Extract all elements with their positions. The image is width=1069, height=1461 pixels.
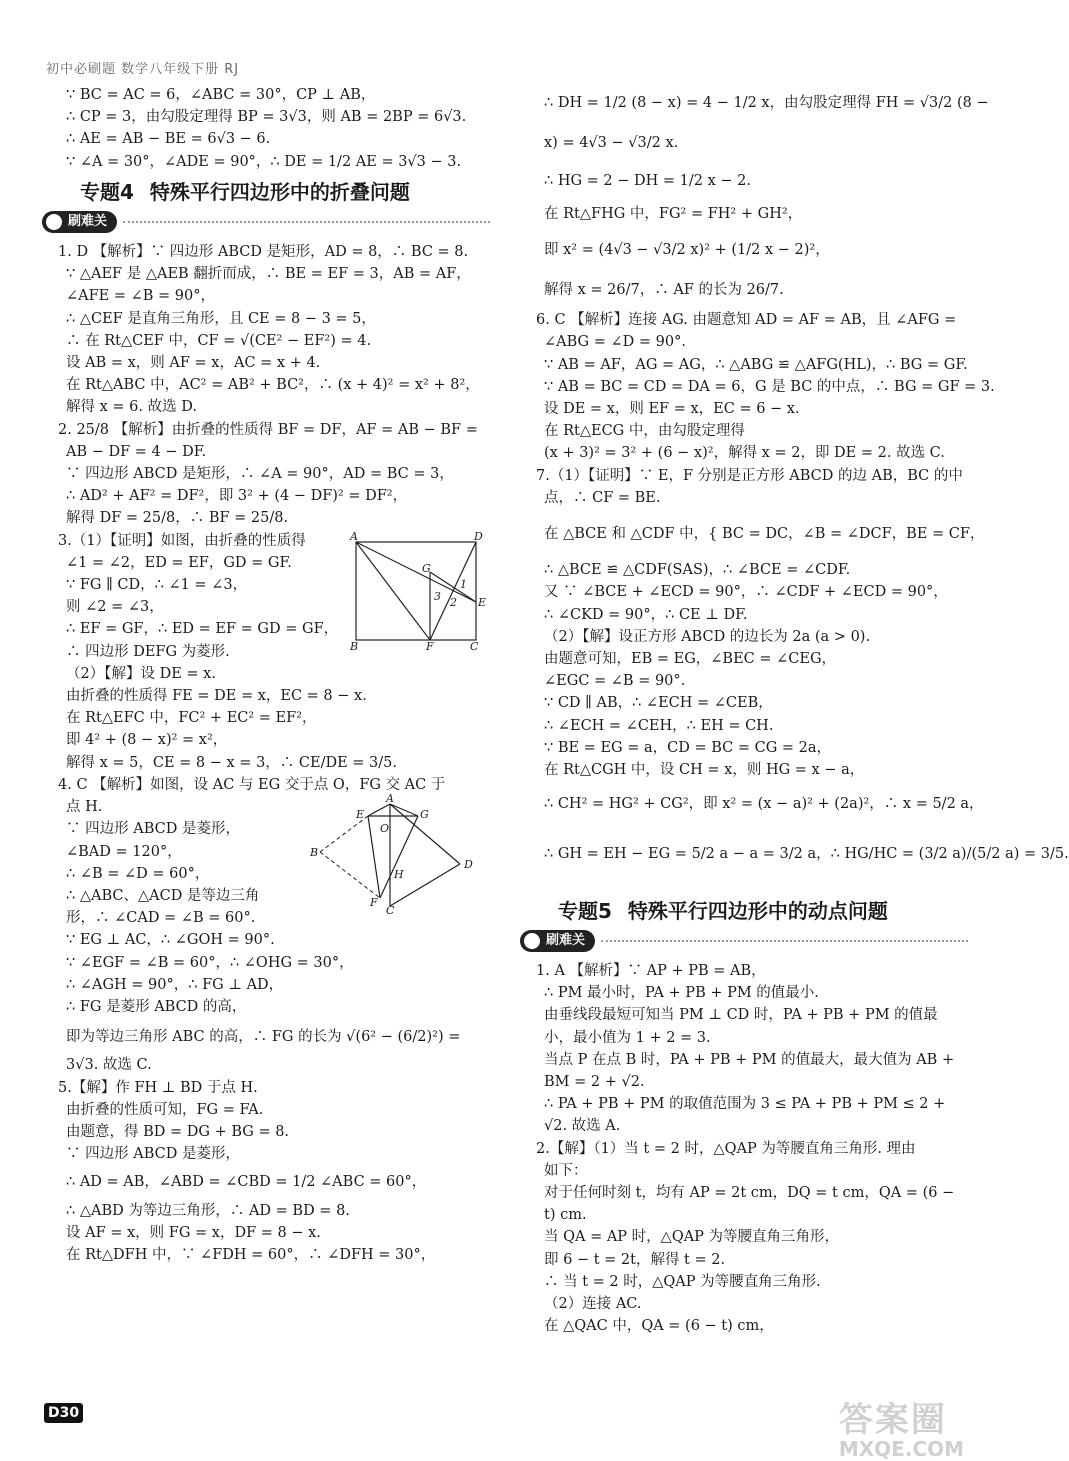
q4-line: 点 H.: [66, 799, 103, 816]
label-G: G: [422, 561, 431, 575]
q7-line: ∴ ∠ECH = ∠CEH，∴ EH = CH.: [544, 717, 774, 734]
section-heading: [536, 900, 968, 922]
q4-line: 形，∴ ∠CAD = ∠B = 60°.: [66, 910, 256, 927]
section-number: 专题4: [80, 179, 134, 204]
label-F: F: [426, 639, 434, 653]
label-B: B: [310, 845, 319, 859]
q3-line: （2）【解】设 DE = x.: [66, 665, 216, 682]
s5q1-line: ∴ PA + PB + PM 的取值范围为 3 ≤ PA + PB + PM ≤ 2 +: [544, 1096, 946, 1113]
text-line: ∵ BC = AC = 6，∠ABC = 30°，CP ⊥ AB，: [66, 87, 376, 103]
q4-line: 即为等边三角形 ABC 的高，∴ FG 的长为 √(6² − (6/2)²) =: [66, 1029, 461, 1046]
q4-line: ∵ 四边形 ABCD 是菱形，: [66, 821, 240, 838]
q1-line: ∠AFE = ∠B = 90°，: [66, 288, 216, 305]
q7-line: ∵ BE = EG = a，CD = BC = CG = 2a，: [544, 739, 832, 756]
q3-line: ∴ EF = GF，∴ ED = EF = GD = GF，: [66, 621, 339, 638]
s5q2-line: 对于任何时刻 t，均有 AP = 2t cm，DQ = t cm，QA = (6 −: [544, 1184, 955, 1201]
s5q2-line: 2.【解】（1）当 t = 2 时，△QAP 为等腰直角三角形. 理由: [536, 1140, 916, 1157]
q5-line: 5.【解】作 FH ⊥ BD 于点 H.: [58, 1079, 258, 1096]
q7-line: 点，∴ CF = BE.: [544, 489, 661, 506]
watermark-logo-text: 答案圈: [838, 1400, 947, 1440]
q3-line: 在 Rt△EFC 中，FC² + EC² = EF²，: [66, 710, 317, 727]
q3-line: 即 4² + (8 − x)² = x²，: [66, 732, 228, 749]
brush-icon: [46, 214, 62, 230]
q7-line: 又 ∵ ∠BCE + ∠ECD = 90°，∴ ∠CDF + ∠ECD = 90°，: [544, 584, 948, 601]
label-O: O: [380, 821, 390, 835]
label-1: 1: [460, 577, 467, 591]
label-E: E: [356, 807, 365, 821]
q5-line: 在 Rt△DFH 中，∵ ∠FDH = 60°，∴ ∠DFH = 30°，: [66, 1246, 436, 1263]
label-2: 2: [450, 595, 457, 609]
text-line: x) = 4√3 − √3/2 x.: [544, 135, 679, 152]
label-F: F: [370, 895, 378, 909]
text-line: 在 Rt△FHG 中，FG² = FH² + GH²，: [544, 205, 803, 222]
label-C: C: [386, 903, 395, 917]
label-A: A: [350, 529, 358, 543]
difficulty-bar: [520, 928, 968, 954]
q2-line: AB − DF = 4 − DF.: [66, 443, 207, 460]
label-D: D: [464, 857, 473, 871]
q6-line: 设 DE = x，则 EF = x，EC = 6 − x.: [544, 401, 800, 418]
text-line: 即 x² = (4√3 − √3/2 x)² + (1/2 x − 2)²，: [544, 241, 830, 258]
q1-line: ∴ 在 Rt△CEF 中，CF = √(CE² − EF²) = 4.: [66, 332, 372, 349]
q7-line: ∠EGC = ∠B = 90°.: [544, 673, 686, 690]
q7-line: （2）【解】设正方形 ABCD 的边长为 2a (a > 0).: [544, 628, 871, 645]
q3-line: 解得 x = 5，CE = 8 − x = 3，∴ CE/DE = 3/5.: [66, 754, 397, 771]
s5q2-line: 在 △QAC 中，QA = (6 − t) cm，: [544, 1318, 774, 1335]
q5-line: 设 AF = x，则 FG = x，DF = 8 − x.: [66, 1224, 321, 1241]
q1-line: 设 AB = x，则 AF = x，AC = x + 4.: [66, 355, 321, 372]
figure-rhombus-fold: [310, 791, 490, 917]
q7-line: ∵ CD ∥ AB，∴ ∠ECH = ∠CEB，: [544, 695, 773, 712]
q7-line: 在 △BCE 和 △CDF 中，{ BC = DC，∠B = ∠DCF，BE = CF，: [544, 526, 985, 543]
label-E: E: [478, 595, 487, 609]
q4-line: ∴ FG 是菱形 ABCD 的高，: [66, 998, 247, 1015]
q3-line: 由折叠的性质得 FE = DE = x，EC = 8 − x.: [66, 688, 367, 705]
difficulty-badge: [42, 211, 117, 233]
running-header: 初中必刷题 数学八年级下册 RJ: [46, 62, 240, 77]
s5q1-line: ∴ PM 最小时，PA + PB + PM 的值最小.: [544, 985, 819, 1002]
figure-rectangle-fold: [350, 529, 490, 653]
label-H: H: [394, 867, 404, 881]
q1-line: 解得 x = 6. 故选 D.: [66, 399, 197, 416]
section-heading: [58, 181, 490, 203]
q2-line: 解得 DF = 25/8，∴ BF = 25/8.: [66, 510, 289, 527]
watermark-url: MXQE.COM: [838, 1437, 964, 1461]
text-line: ∴ AE = AB − BE = 6√3 − 6.: [66, 131, 271, 148]
label-G: G: [420, 807, 429, 821]
q7-line: ∴ CH² = HG² + CG²，即 x² = (x − a)² + (2a)²，∴ x = 5/2 a，: [544, 796, 984, 813]
s5q2-line: （2）连接 AC.: [544, 1295, 642, 1312]
q7-line: ∴ GH = EH − EG = 5/2 a − a = 3/2 a，∴ HG/HC = (3/2 a)/(5/2 a) = 3/5.: [544, 846, 1069, 863]
q3-line: 3.（1）【证明】如图，由折叠的性质得: [58, 532, 306, 549]
q3-line: ∴ 四边形 DEFG 为菱形.: [66, 643, 230, 660]
q6-line: ∠ABG = ∠D = 90°.: [544, 334, 686, 351]
s5q2-line: ∴ 当 t = 2 时，△QAP 为等腰直角三角形.: [544, 1273, 821, 1290]
q3-line: ∵ FG ∥ CD，∴ ∠1 = ∠3，: [66, 577, 248, 594]
q4-line: ∴ △ABC、△ACD 是等边三角: [66, 887, 260, 904]
q1-line: 1. D 【解析】∵ 四边形 ABCD 是矩形，AD = 8，∴ BC = 8.: [58, 244, 469, 261]
q1-line: ∴ △CEF 是直角三角形，且 CE = 8 − 3 = 5，: [66, 310, 376, 327]
s5q1-line: 小，最小值为 1 + 2 = 3.: [544, 1029, 711, 1046]
difficulty-bar: [42, 209, 490, 235]
label-C: C: [470, 639, 479, 653]
brush-icon: [524, 933, 540, 949]
text-line: ∴ DH = 1/2 (8 − x) = 4 − 1/2 x，由勾股定理得 FH = √3/2 (8 −: [544, 95, 989, 111]
badge-label: 刷难关: [546, 932, 586, 948]
q5-line: 由折叠的性质可知，FG = FA.: [66, 1101, 264, 1118]
s5q1-line: 由垂线段最短可知当 PM ⊥ CD 时，PA + PB + PM 的值最: [544, 1007, 938, 1024]
s5q2-line: 即 6 − t = 2t，解得 t = 2.: [544, 1251, 726, 1268]
q7-line: ∴ △BCE ≌ △CDF(SAS)，∴ ∠BCE = ∠CDF.: [544, 562, 851, 579]
text-line: 解得 x = 26/7，∴ AF 的长为 26/7.: [544, 282, 784, 299]
page-number: D30: [44, 1403, 83, 1423]
section-title: 特殊平行四边形中的折叠问题: [149, 179, 410, 204]
s5q1-line: 当点 P 在点 B 时，PA + PB + PM 的值最大，最大值为 AB +: [544, 1051, 955, 1068]
section-number: 专题5: [558, 898, 612, 923]
q6-line: ∵ AB = AF，AG = AG，∴ △ABG ≌ △AFG(HL)，∴ BG = GF.: [544, 356, 968, 373]
label-A: A: [386, 791, 394, 805]
section-title: 特殊平行四边形中的动点问题: [627, 898, 888, 923]
s5q1-line: √2. 故选 A.: [544, 1118, 621, 1135]
q5-line: ∵ 四边形 ABCD 是菱形，: [66, 1146, 240, 1163]
q5-line: ∴ △ABD 为等边三角形，∴ AD = BD = 8.: [66, 1202, 350, 1219]
text-line: ∴ CP = 3，由勾股定理得 BP = 3√3，则 AB = 2BP = 6√3.: [66, 109, 467, 126]
q7-line: 7.（1）【证明】∵ E，F 分别是正方形 ABCD 的边 AB，BC 的中: [536, 467, 963, 484]
q4-line: ∴ ∠B = ∠D = 60°，: [66, 865, 210, 882]
dotted-divider: [123, 221, 490, 223]
s5q1-line: 1. A 【解析】∵ AP + PB = AB，: [536, 962, 766, 979]
q4-line: ∠BAD = 120°，: [66, 843, 182, 860]
left-column: [58, 84, 490, 1266]
label-B: B: [350, 639, 359, 653]
q4-line: 3√3. 故选 C.: [66, 1057, 152, 1074]
q4-line: ∴ ∠AGH = 90°，∴ FG ⊥ AD，: [66, 976, 284, 993]
s5q2-line: t) cm.: [544, 1207, 587, 1224]
s5q2-line: 当 QA = AP 时，△QAP 为等腰直角三角形，: [544, 1229, 840, 1246]
label-D: D: [474, 529, 483, 543]
q2-line: ∴ AD² + AF² = DF²，即 3² + (4 − DF)² = DF²，: [66, 488, 408, 505]
q6-line: (x + 3)² = 3² + (6 − x)²，解得 x = 2，即 DE = 2. 故选 C.: [544, 445, 945, 462]
q2-line: ∵ 四边形 ABCD 是矩形，∴ ∠A = 90°，AD = BC = 3，: [66, 466, 454, 483]
q6-line: ∵ AB = BC = CD = DA = 6，G 是 BC 的中点，∴ BG = GF = 3.: [544, 378, 995, 395]
watermark: [839, 1392, 964, 1461]
text-line: ∵ ∠A = 30°，∠ADE = 90°，∴ DE = 1/2 AE = 3√3 − 3.: [66, 153, 462, 170]
q3-line: 则 ∠2 = ∠3，: [66, 599, 164, 616]
q7-line: 由题意可知，EB = EG，∠BEC = ∠CEG，: [544, 651, 837, 668]
label-3: 3: [434, 589, 441, 603]
q5-line: 由题意，得 BD = DG + BG = 8.: [66, 1123, 290, 1140]
q4-line: ∵ EG ⊥ AC，∴ ∠GOH = 90°.: [66, 932, 275, 949]
q4-line: 4. C 【解析】如图，设 AC 与 EG 交于点 O，FG 交 AC 于: [58, 776, 446, 793]
dotted-divider: [601, 940, 968, 942]
q5-line: ∴ AD = AB，∠ABD = ∠CBD = 1/2 ∠ABC = 60°，: [66, 1174, 427, 1191]
q6-line: 6. C 【解析】连接 AG. 由题意知 AD = AF = AB，且 ∠AFG =: [536, 312, 957, 329]
difficulty-badge: [520, 930, 595, 952]
text-line: ∴ HG = 2 − DH = 1/2 x − 2.: [544, 173, 751, 190]
q7-line: ∴ ∠CKD = 90°，∴ CE ⊥ DF.: [544, 606, 748, 623]
q2-line: 2. 25/8 【解析】由折叠的性质得 BF = DF，AF = AB − BF =: [58, 421, 478, 438]
badge-label: 刷难关: [68, 213, 108, 229]
q3-line: ∠1 = ∠2，ED = EF，GD = GF.: [66, 554, 292, 571]
right-column: [536, 84, 1069, 1337]
q6-line: 在 Rt△ECG 中，由勾股定理得: [544, 423, 745, 440]
q1-line: 在 Rt△ABC 中，AC² = AB² + BC²，∴ (x + 4)² = x² + 8²，: [66, 377, 480, 394]
s5q1-line: BM = 2 + √2.: [544, 1073, 645, 1090]
q4-line: ∵ ∠EGF = ∠B = 60°，∴ ∠OHG = 30°，: [66, 954, 354, 971]
q1-line: ∵ △AEF 是 △AEB 翻折而成，∴ BE = EF = 3，AB = AF，: [66, 266, 471, 283]
q7-line: 在 Rt△CGH 中，设 CH = x，则 HG = x − a，: [544, 762, 865, 779]
s5q2-line: 如下：: [544, 1162, 588, 1179]
